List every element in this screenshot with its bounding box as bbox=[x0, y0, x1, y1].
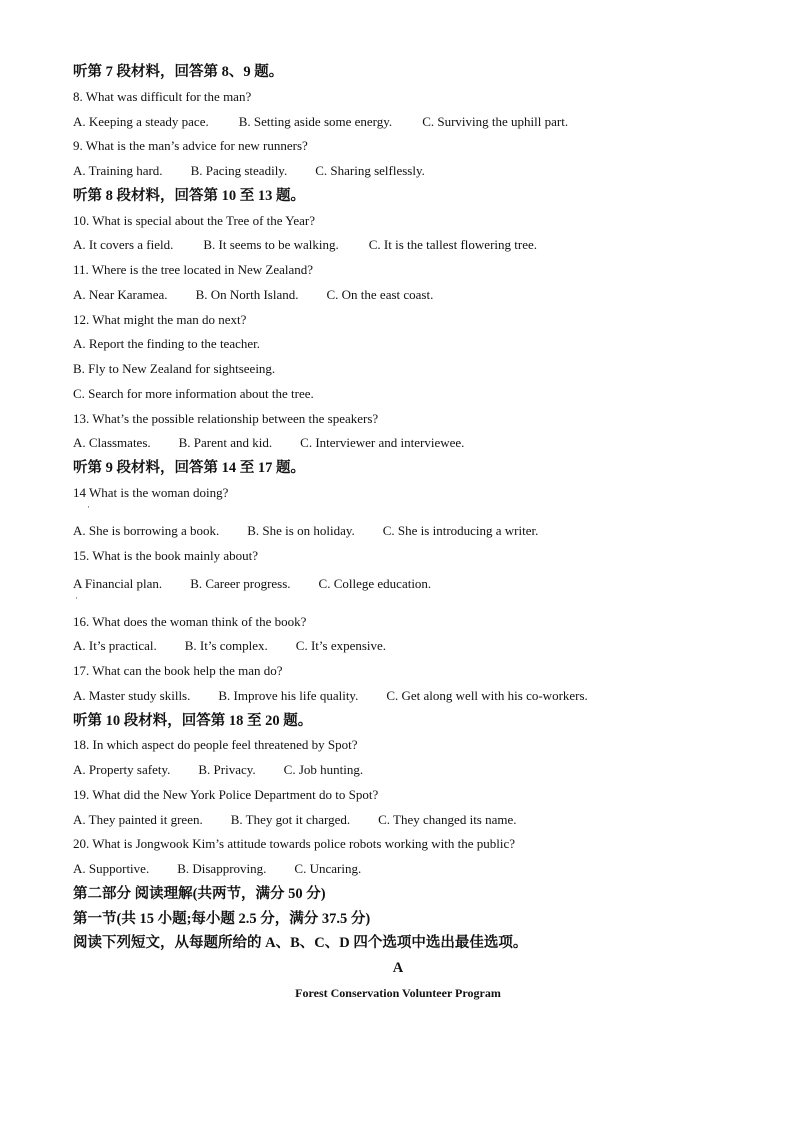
passage-letter: A bbox=[392, 960, 404, 976]
option-18b: B. Privacy. bbox=[198, 762, 256, 777]
option-14a: A. She is borrowing a book. bbox=[73, 522, 220, 538]
option-17c: C. Get along well with his co-workers. bbox=[386, 687, 588, 703]
part2-title: 第二部分 阅读理解(共两节，满分 50 分) bbox=[73, 885, 326, 902]
option-8b: B. Setting aside some energy. bbox=[238, 113, 393, 129]
option-13c: C. Interviewer and interviewee. bbox=[300, 435, 465, 451]
part2-instruction: 阅读下列短文，从每题所给的 A、B、C、D 四个选项中选出最佳选项。 bbox=[73, 935, 528, 952]
section-header-9: 听第 9 段材料，回答第 14 至 17 题。 bbox=[73, 460, 305, 476]
options-19 bbox=[73, 810, 723, 835]
option-13b: B. Parent and kid. bbox=[178, 435, 273, 451]
options-13 bbox=[73, 433, 723, 458]
option-20b: B. Disapproving. bbox=[177, 861, 267, 876]
option-20a: A. Supportive. bbox=[73, 861, 150, 876]
question-16: 16. What does the woman think of the book? bbox=[73, 613, 307, 629]
option-19a: A. They painted it green. bbox=[73, 811, 203, 827]
option-15a: A Financial plan. bbox=[73, 575, 163, 591]
option-16b: B. It’s complex. bbox=[184, 638, 268, 654]
option-19b: B. They got it charged. bbox=[230, 811, 351, 827]
option-14c: C. She is introducing a writer. bbox=[382, 522, 539, 538]
option-11a: A. Near Karamea. bbox=[73, 286, 168, 302]
section-header-8: 听第 8 段材料，回答第 10 至 13 题。 bbox=[73, 187, 305, 204]
option-16c: C. It’s expensive. bbox=[295, 638, 387, 654]
options-14 bbox=[73, 521, 723, 546]
option-14b: B. She is on holiday. bbox=[247, 522, 355, 538]
option-11c: C. On the east coast. bbox=[326, 286, 434, 302]
question-15: 15. What is the book mainly about? bbox=[73, 547, 258, 563]
options-10 bbox=[73, 235, 723, 260]
option-19c: C. They changed its name. bbox=[378, 811, 517, 827]
options-17 bbox=[73, 686, 723, 711]
options-11 bbox=[73, 285, 723, 310]
option-9c: C. Sharing selflessly. bbox=[315, 163, 425, 178]
options-16 bbox=[73, 636, 723, 661]
options-20 bbox=[73, 859, 723, 884]
question-19: 19. What did the New York Police Department do to Spot? bbox=[73, 786, 379, 802]
question-8: 8. What was difficult for the man? bbox=[73, 88, 252, 104]
option-10a: A. It covers a field. bbox=[73, 237, 174, 253]
question-20: 20. What is Jongwook Kim’s attitude towards police robots working with the public? bbox=[73, 836, 516, 852]
question-12: 12. What might the man do next? bbox=[73, 311, 247, 327]
option-16a: A. It’s practical. bbox=[73, 638, 157, 654]
option-10c: C. It is the tallest flowering tree. bbox=[368, 237, 537, 253]
section-header-10: 听第 10 段材料，回答第 18 至 20 题。 bbox=[73, 712, 313, 729]
option-17a: A. Master study skills. bbox=[73, 687, 191, 703]
question-14-row bbox=[73, 483, 723, 521]
part2-section1: 第一节(共 15 小题;每小题 2.5 分，满分 37.5 分) bbox=[73, 910, 371, 927]
passage-title: Forest Conservation Volunteer Program bbox=[295, 985, 501, 1000]
option-18c: C. Job hunting. bbox=[283, 762, 364, 777]
question-9: 9. What is the man’s advice for new runners? bbox=[73, 138, 308, 154]
question-11: 11. Where is the tree located in New Zealand? bbox=[73, 262, 314, 277]
option-12c: C. Search for more information about the tree. bbox=[73, 385, 314, 401]
question-13: 13. What’s the possible relationship between the speakers? bbox=[73, 410, 379, 426]
question-18: 18. In which aspect do people feel threatened by Spot? bbox=[73, 737, 358, 753]
option-8a: A. Keeping a steady pace. bbox=[73, 113, 209, 129]
options-9 bbox=[73, 161, 723, 186]
option-9a: A. Training hard. bbox=[73, 163, 163, 178]
section-header-7: 听第 7 段材料，回答第 8、9 题。 bbox=[73, 64, 284, 80]
option-15b: B. Career progress. bbox=[190, 575, 291, 591]
option-10b: B. It seems to be walking. bbox=[203, 237, 339, 253]
option-12a: A. Report the finding to the teacher. bbox=[73, 336, 261, 352]
option-18a: A. Property safety. bbox=[73, 762, 171, 777]
option-12b: B. Fly to New Zealand for sightseeing. bbox=[73, 361, 276, 376]
question-14: 14 What is the woman doing? bbox=[73, 484, 229, 500]
option-17b: B. Improve his life quality. bbox=[218, 687, 359, 703]
question-17: 17. What can the book help the man do? bbox=[73, 663, 283, 678]
exam-page bbox=[73, 62, 723, 1008]
stray-mark: · bbox=[87, 501, 90, 512]
option-13a: A. Classmates. bbox=[73, 435, 151, 451]
stray-mark: · bbox=[75, 592, 78, 603]
option-8c: C. Surviving the uphill part. bbox=[422, 113, 569, 129]
option-20c: C. Uncaring. bbox=[294, 861, 362, 876]
options-15 bbox=[73, 574, 723, 612]
options-8 bbox=[73, 112, 723, 137]
options-18 bbox=[73, 760, 723, 785]
option-9b: B. Pacing steadily. bbox=[190, 163, 288, 178]
option-11b: B. On North Island. bbox=[195, 286, 299, 302]
option-15c: C. College education. bbox=[318, 575, 432, 591]
question-10: 10. What is special about the Tree of the Year? bbox=[73, 212, 316, 228]
